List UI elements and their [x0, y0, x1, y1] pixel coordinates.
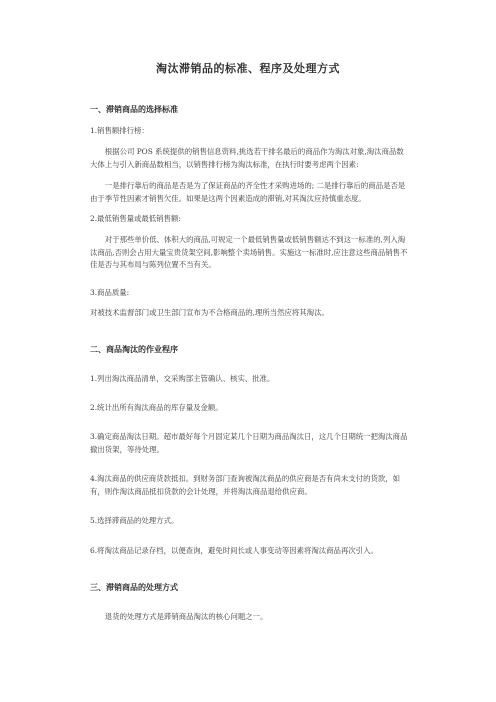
- paragraph-sales-ranking: 根据公司 POS 系统提供的销售信息资料,挑选若干排名最后的商品作为淘汰对象,淘汰商品数大体上与引入新商品数相当，以销售排行榜为淘汰标准，在执行时要考虑两个因素:: [90, 147, 404, 169]
- paragraph-min-sales: 对于那些单价低、体积大的商品,可规定一个最低销售量或低销售额达不到这一标准的,列入淘汰商品,否则会占用大量宝贵货架空间,影响整个卖场销售。实施这一标准时,应注意这些商品销售不佳是否与其布局与陈列位置不当有关。: [90, 235, 408, 269]
- procedure-step-1: 1.列出淘汰商品清单，交采购部主管确认、核实、批准。: [90, 374, 275, 383]
- procedure-step-3: 3.确定商品淘汰日期。超市最好每个月固定某几个日期为商品淘汰日，这几个日期统一把淘汰商品撤出货架，等待处理。: [90, 432, 408, 454]
- paragraph-handling: 退货的处理方式是滞销商品淘汰的核心问题之一。: [104, 612, 268, 621]
- procedure-step-4: 4.淘汰商品的供应商货款抵扣。到财务部门查询被淘汰商品的供应商是否有尚未支付的货款，如有，则作淘汰商品抵扣货款的会计处理，并将淘汰商品退给供应商。: [90, 474, 401, 496]
- section-heading-1: 一、滞销商品的选择标准: [90, 104, 178, 114]
- paragraph-quality: 对被技术监督部门或卫生部门宣布为不合格商品的,理所当然应将其淘汰。: [90, 308, 329, 317]
- procedure-step-2: 2.统计出所有淘汰商品的库存量及金额。: [90, 403, 223, 412]
- section-heading-2: 二、商品淘汰的作业程序: [90, 344, 178, 354]
- section-heading-3: 三、滞销商品的处理方式: [90, 582, 178, 592]
- item-label-quality: 3.商品质量:: [90, 288, 130, 297]
- document-title: 淘汰滞销品的标准、程序及处理方式: [156, 62, 340, 75]
- item-label-sales-ranking: 1.销售额排行榜：: [90, 126, 149, 135]
- item-label-min-sales: 2.最低销售量或最低销售额:: [90, 214, 181, 223]
- paragraph-ranking-factors: 一是排行靠后的商品是否是为了保证商品的齐全性才采购进场的; 二是排行靠后的商品是否是由于季节性因素才销售欠佳。如果是这两个因素造成的滞销,对其淘汰应持慎重态度。: [90, 181, 406, 203]
- procedure-step-5: 5.选择滞商品的处理方式。: [90, 516, 179, 525]
- procedure-step-6: 6.将淘汰商品记录存档，以便查询，避免时间长或人事变动等因素将淘汰商品再次引入。: [90, 546, 378, 555]
